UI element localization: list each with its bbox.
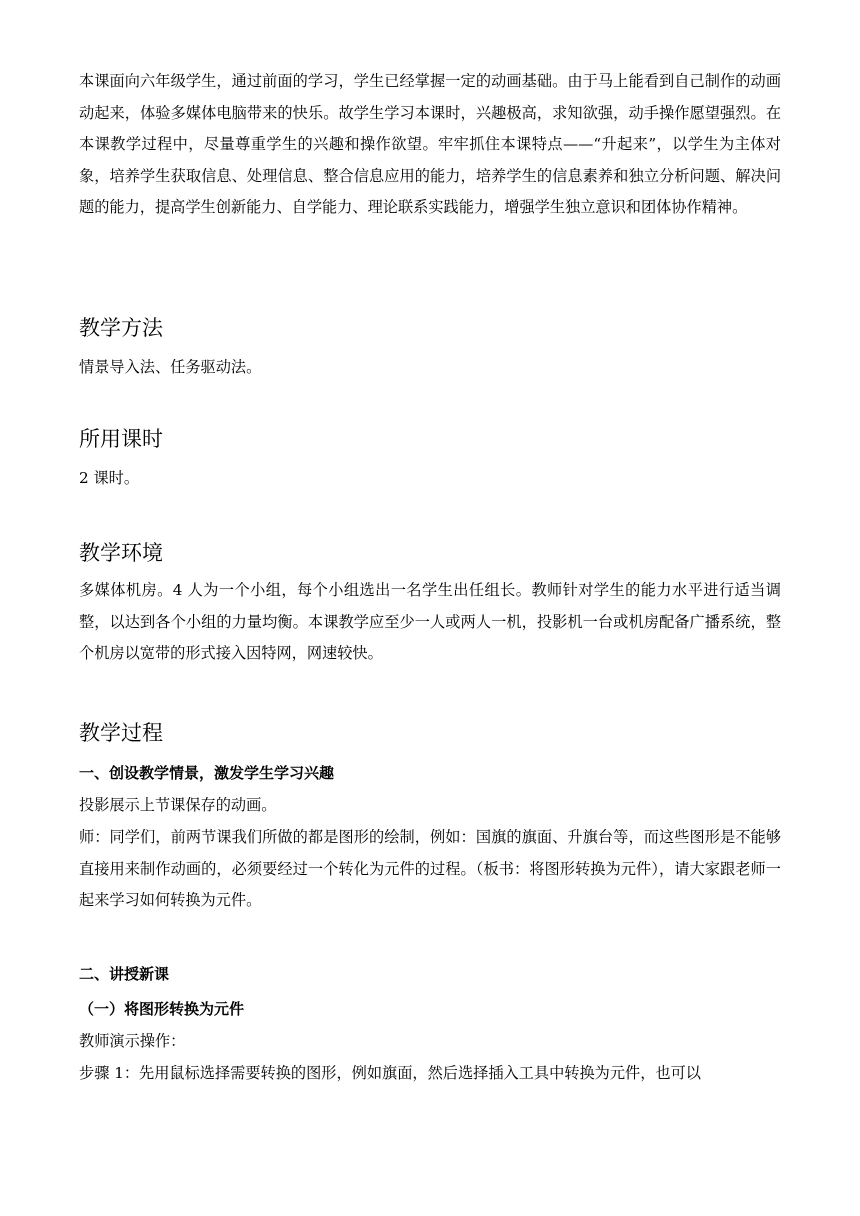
methods-heading: 教学方法 <box>79 316 163 340</box>
process-heading: 教学过程 <box>79 721 163 745</box>
intro-paragraph: 本课面向六年级学生，通过前面的学习，学生已经掌握一定的动画基础。由于马上能看到自己制作的动画动起来，体验多媒体电脑带来的快乐。故学生学习本课时，兴趣极高，求知欲强，动手操作愿望强烈。在本课教学过程中，尽量尊重学生的兴趣和操作欲望。牢牢抓住本课特点——“升起来”，以学生为主体对象，培养学生获取信息、处理信息、整合信息应用的能力，培养学生的信息素养和独立分析问题、解决问题的能力，提高学生创新能力、自学能力、理论联系实践能力，增强学生独立意识和团体协作精神。 <box>79 72 781 216</box>
process-part2-line1: 教师演示操作： <box>79 1032 186 1050</box>
methods-text: 情景导入法、任务驱动法。 <box>79 358 262 376</box>
environment-heading: 教学环境 <box>79 541 163 565</box>
process-part2-subtitle: （一）将图形转换为元件 <box>79 1000 245 1018</box>
hours-heading: 所用课时 <box>79 427 163 451</box>
process-part2-title: 二、讲授新课 <box>79 965 170 983</box>
hours-text: 2 课时。 <box>79 469 140 487</box>
process-part2-line2: 步骤 1：先用鼠标选择需要转换的图形，例如旗面，然后选择插入工具中转换为元件，也可以 <box>79 1064 701 1082</box>
environment-text: 多媒体机房。4 人为一个小组，每个小组选出一名学生出任组长。教师针对学生的能力水平进行适当调整，以达到各个小组的力量均衡。本课教学应至少一人或两人一机，投影机一台或机房配备广播系统，整个机房以宽带的形式接入因特网，网速较快。 <box>79 581 781 662</box>
process-part1-title: 一、创设教学情景，激发学生学习兴趣 <box>79 764 335 782</box>
process-part1-line2: 师：同学们，前两节课我们所做的都是图形的绘制，例如：国旗的旗面、升旗台等，而这些图形是不能够直接用来制作动画的，必须要经过一个转化为元件的过程。（板书：将图形转换为元件），请大家跟老师一起来学习如何转换为元件。 <box>79 828 781 909</box>
process-part1-line1: 投影展示上节课保存的动画。 <box>79 796 277 814</box>
